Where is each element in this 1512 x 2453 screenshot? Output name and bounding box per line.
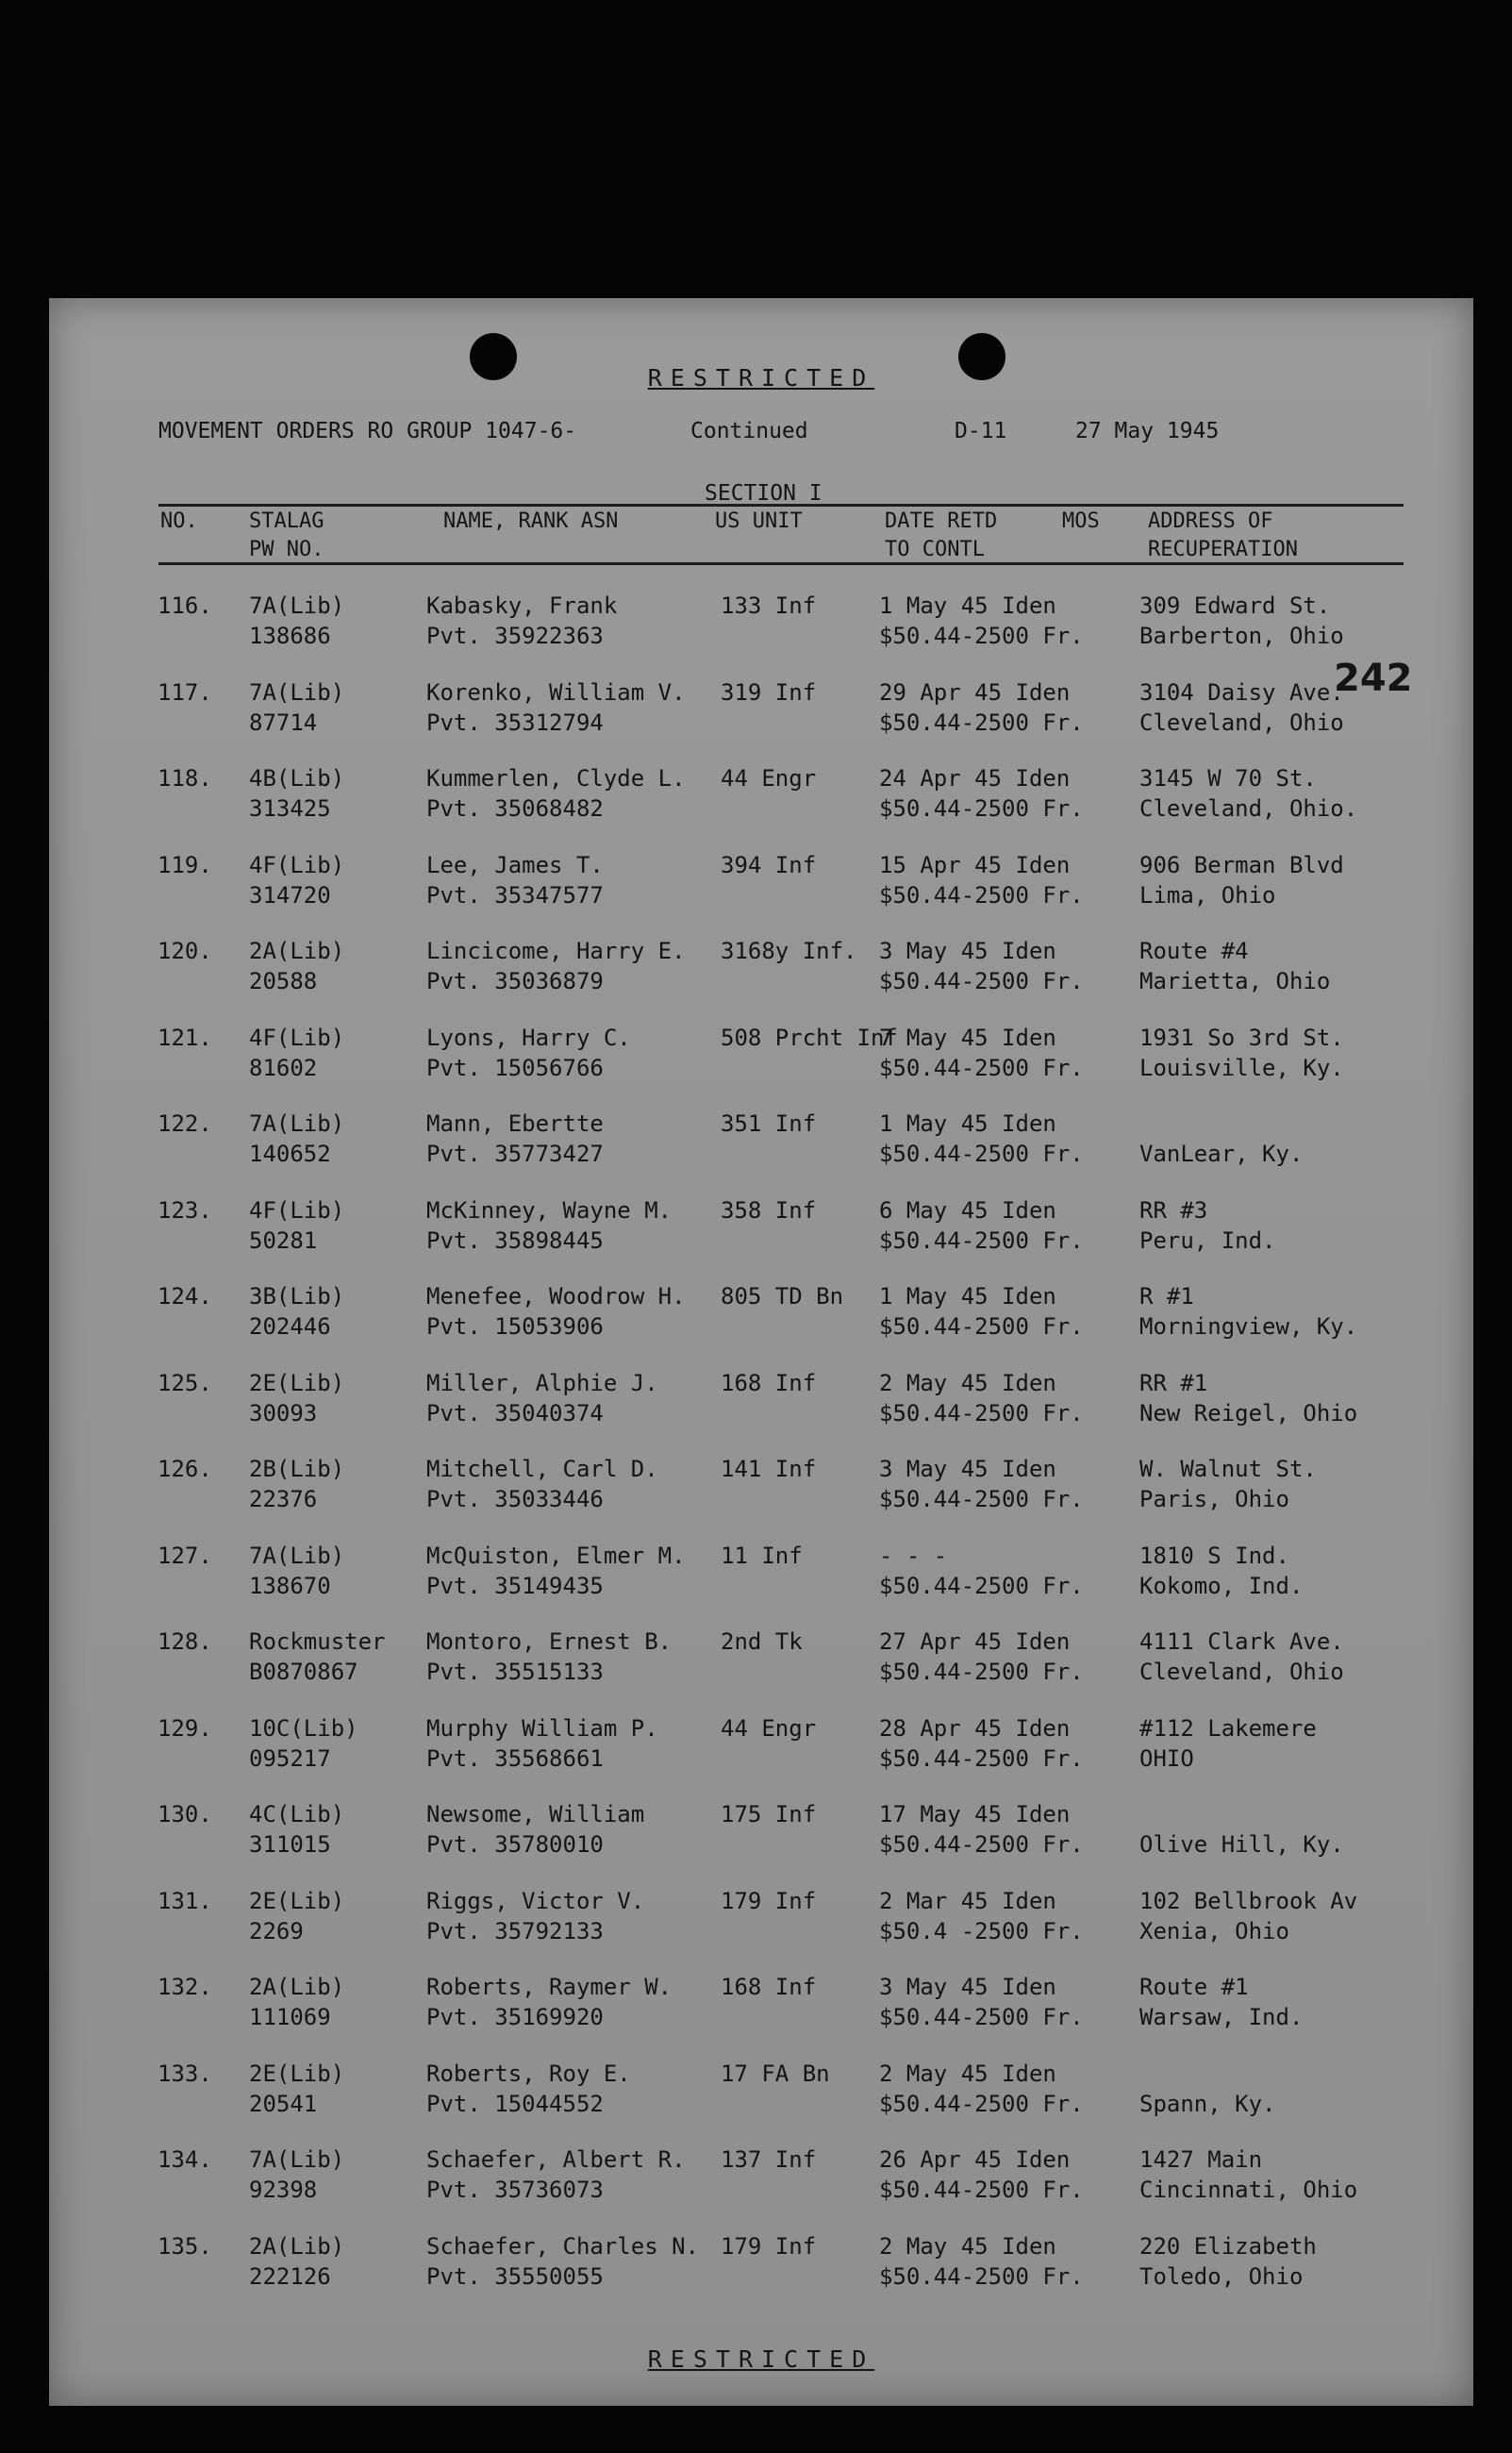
- pw-number: 140652: [249, 1141, 331, 1167]
- stalag: 4C(Lib): [249, 1801, 345, 1827]
- payment: $50.44-2500 Fr.: [879, 1744, 1084, 1772]
- entry-number: 132.: [158, 1974, 212, 2000]
- soldier-name: Miller, Alphie J.: [426, 1369, 658, 1396]
- address-line-2: Cleveland, Ohio: [1139, 709, 1344, 736]
- rank-serial: Pvt. 35922363: [426, 623, 604, 649]
- address-line-2: New Reigel, Ohio: [1139, 1399, 1358, 1427]
- roster-entry: [49, 1368, 1473, 1443]
- continued-label: Continued: [690, 419, 808, 443]
- address-line-2: OHIO: [1139, 1744, 1194, 1772]
- payment: $50.44-2500 Fr.: [879, 2262, 1084, 2290]
- roster-entry: [49, 1023, 1473, 1098]
- pw-number: 202446: [249, 1313, 331, 1340]
- stalag: 7A(Lib): [249, 1542, 345, 1569]
- roster-entry: [49, 591, 1473, 666]
- us-unit: 133 Inf: [721, 592, 817, 619]
- address-line-2: Kokomo, Ind.: [1139, 1572, 1304, 1599]
- entry-number: 131.: [158, 1887, 212, 1914]
- stalag: 10C(Lib): [249, 1714, 358, 1742]
- stalag: 7A(Lib): [249, 1110, 345, 1137]
- address-line-1: 1931 So 3rd St.: [1139, 1024, 1344, 1051]
- date-returned: - - -: [879, 1542, 948, 1569]
- address-line-2: Warsaw, Ind.: [1139, 2004, 1304, 2030]
- rank-serial: Pvt. 35312794: [426, 709, 604, 736]
- stalag: 2B(Lib): [249, 1456, 345, 1482]
- pw-number: 111069: [249, 2004, 331, 2030]
- roster-entry: [49, 2144, 1473, 2220]
- address-line-2: Paris, Ohio: [1139, 1486, 1289, 1512]
- soldier-name: Schaefer, Albert R.: [426, 2146, 686, 2173]
- us-unit: 805 TD Bn: [721, 1283, 844, 1310]
- soldier-name: McKinney, Wayne M.: [426, 1196, 673, 1224]
- address-line-1: 220 Elizabeth: [1139, 2232, 1317, 2260]
- address-line-1: W. Walnut St.: [1139, 1456, 1317, 1482]
- page-number: 242: [1334, 657, 1413, 700]
- us-unit: 179 Inf: [721, 1887, 817, 1914]
- payment: $50.44-2500 Fr.: [879, 1313, 1084, 1340]
- pw-number: 92398: [249, 2177, 318, 2203]
- stalag: 2E(Lib): [249, 2060, 345, 2087]
- roster-entry: [49, 763, 1473, 839]
- roster-entry: [49, 2059, 1473, 2134]
- date-returned: 1 May 45 Iden: [879, 592, 1056, 619]
- address-line-2: Xenia, Ohio: [1139, 1917, 1289, 1944]
- pw-number: 22376: [249, 1486, 318, 1512]
- date-returned: 17 May 45 Iden: [879, 1801, 1071, 1827]
- payment: $50.44-2500 Fr.: [879, 1226, 1084, 1254]
- date-returned: 27 Apr 45 Iden: [879, 1628, 1071, 1655]
- rank-serial: Pvt. 15044552: [426, 2090, 604, 2117]
- rank-serial: Pvt. 35773427: [426, 1141, 604, 1167]
- date-returned: 2 Mar 45 Iden: [879, 1887, 1056, 1914]
- address-line-2: Cleveland, Ohio: [1139, 1659, 1344, 1685]
- payment: $50.4 -2500 Fr.: [879, 1917, 1084, 1944]
- roster-entry: [49, 1627, 1473, 1702]
- pw-number: 095217: [249, 1744, 331, 1772]
- rank-serial: Pvt. 15056766: [426, 1054, 604, 1081]
- payment: $50.44-2500 Fr.: [879, 1659, 1084, 1685]
- address-line-1: 1427 Main: [1139, 2146, 1263, 2173]
- payment: $50.44-2500 Fr.: [879, 1572, 1084, 1599]
- document-number: D-11: [955, 419, 1007, 443]
- payment: $50.44-2500 Fr.: [879, 623, 1084, 649]
- address-line-2: Olive Hill, Ky.: [1139, 1831, 1344, 1858]
- payment: $50.44-2500 Fr.: [879, 1141, 1084, 1167]
- col-header-mos: MOS: [1062, 509, 1100, 533]
- date-returned: 28 Apr 45 Iden: [879, 1714, 1071, 1742]
- entry-number: 128.: [158, 1628, 212, 1655]
- soldier-name: Korenko, William V.: [426, 678, 686, 706]
- col-header-no: NO.: [160, 509, 198, 533]
- address-line-1: 4111 Clark Ave.: [1139, 1628, 1344, 1655]
- pw-number: 138686: [249, 623, 331, 649]
- address-line-1: R #1: [1139, 1283, 1194, 1310]
- address-line-1: RR #1: [1139, 1369, 1208, 1396]
- roster-entry: [49, 1886, 1473, 1961]
- address-line-2: Barberton, Ohio: [1139, 623, 1344, 649]
- header-rule-bottom: [158, 562, 1404, 565]
- pw-number: 87714: [249, 709, 318, 736]
- roster-entry: [49, 1109, 1473, 1184]
- stalag: 4B(Lib): [249, 765, 345, 792]
- payment: $50.44-2500 Fr.: [879, 1054, 1084, 1081]
- address-line-1: 3145 W 70 St.: [1139, 765, 1317, 792]
- payment: $50.44-2500 Fr.: [879, 1486, 1084, 1512]
- entry-number: 127.: [158, 1542, 212, 1569]
- soldier-name: Montoro, Ernest B.: [426, 1628, 673, 1655]
- roster-entry: [49, 850, 1473, 926]
- us-unit: 394 Inf: [721, 851, 817, 878]
- rank-serial: Pvt. 35149435: [426, 1572, 604, 1599]
- soldier-name: Schaefer, Charles N.: [426, 2232, 699, 2260]
- stalag: 2E(Lib): [249, 1887, 345, 1914]
- restricted-header: RESTRICTED: [647, 364, 875, 392]
- soldier-name: Newsome, William: [426, 1801, 645, 1827]
- address-line-2: Lima, Ohio: [1139, 881, 1276, 909]
- address-line-1: 102 Bellbrook Av: [1139, 1887, 1358, 1914]
- roster-entry: [49, 1195, 1473, 1271]
- pw-number: 50281: [249, 1226, 318, 1254]
- address-line-1: 1810 S Ind.: [1139, 1542, 1289, 1569]
- payment: $50.44-2500 Fr.: [879, 1831, 1084, 1858]
- us-unit: 175 Inf: [721, 1801, 817, 1827]
- address-line-1: Route #4: [1139, 938, 1249, 964]
- address-line-2: Cleveland, Ohio.: [1139, 795, 1358, 822]
- payment: $50.44-2500 Fr.: [879, 1399, 1084, 1427]
- stalag: Rockmuster: [249, 1628, 386, 1655]
- pw-number: 138670: [249, 1572, 331, 1599]
- rank-serial: Pvt. 35568661: [426, 1744, 604, 1772]
- address-line-1: 906 Berman Blvd: [1139, 851, 1344, 878]
- payment: $50.44-2500 Fr.: [879, 795, 1084, 822]
- rank-serial: Pvt. 35347577: [426, 881, 604, 909]
- rank-serial: Pvt. 35515133: [426, 1659, 604, 1685]
- date-returned: 6 May 45 Iden: [879, 1196, 1056, 1224]
- roster-entry: [49, 1454, 1473, 1529]
- us-unit: 508 Prcht Inf: [721, 1024, 898, 1051]
- col-header-date: DATE RETD TO CONTL: [885, 509, 998, 561]
- address-line-1: 309 Edward St.: [1139, 592, 1331, 619]
- us-unit: 44 Engr: [721, 765, 817, 792]
- date-returned: 26 Apr 45 Iden: [879, 2146, 1071, 2173]
- entry-number: 122.: [158, 1110, 212, 1137]
- rank-serial: Pvt. 35550055: [426, 2262, 604, 2290]
- soldier-name: Kabasky, Frank: [426, 592, 618, 619]
- payment: $50.44-2500 Fr.: [879, 2177, 1084, 2203]
- us-unit: 137 Inf: [721, 2146, 817, 2173]
- rank-serial: Pvt. 35898445: [426, 1226, 604, 1254]
- us-unit: 319 Inf: [721, 678, 817, 706]
- roster-entry: [49, 1281, 1473, 1357]
- entry-number: 119.: [158, 851, 212, 878]
- rank-serial: Pvt. 35736073: [426, 2177, 604, 2203]
- address-line-1: RR #3: [1139, 1196, 1208, 1224]
- entry-number: 120.: [158, 938, 212, 964]
- us-unit: 17 FA Bn: [721, 2060, 830, 2087]
- stalag: 2E(Lib): [249, 1369, 345, 1396]
- date-returned: 24 Apr 45 Iden: [879, 765, 1071, 792]
- date-returned: 3 May 45 Iden: [879, 1974, 1056, 2000]
- entry-number: 118.: [158, 765, 212, 792]
- date-returned: 2 May 45 Iden: [879, 1369, 1056, 1396]
- col-header-stalag: STALAG PW NO.: [249, 509, 324, 561]
- us-unit: 11 Inf: [721, 1542, 803, 1569]
- col-header-name: NAME, RANK ASN: [443, 509, 619, 533]
- orders-title: MOVEMENT ORDERS RO GROUP 1047-6-: [158, 419, 577, 443]
- stalag: 7A(Lib): [249, 678, 345, 706]
- us-unit: 44 Engr: [721, 1714, 817, 1742]
- payment: $50.44-2500 Fr.: [879, 709, 1084, 736]
- stalag: 2A(Lib): [249, 938, 345, 964]
- stalag: 4F(Lib): [249, 1024, 345, 1051]
- stalag: 4F(Lib): [249, 1196, 345, 1224]
- date-returned: 2 May 45 Iden: [879, 2232, 1056, 2260]
- date-returned: 15 Apr 45 Iden: [879, 851, 1071, 878]
- pw-number: 81602: [249, 1054, 318, 1081]
- date-returned: 3 May 45 Iden: [879, 1456, 1056, 1482]
- soldier-name: Roberts, Raymer W.: [426, 1974, 673, 2000]
- address-line-2: Peru, Ind.: [1139, 1226, 1276, 1254]
- soldier-name: Roberts, Roy E.: [426, 2060, 631, 2087]
- pw-number: 314720: [249, 881, 331, 909]
- us-unit: 179 Inf: [721, 2232, 817, 2260]
- address-line-2: Toledo, Ohio: [1139, 2262, 1304, 2290]
- roster-entry: [49, 1541, 1473, 1616]
- section-label: SECTION I: [705, 481, 822, 506]
- entry-number: 125.: [158, 1369, 212, 1396]
- roster-entry: [49, 677, 1473, 753]
- us-unit: 141 Inf: [721, 1456, 817, 1482]
- date-returned: 7 May 45 Iden: [879, 1024, 1056, 1051]
- pw-number: 222126: [249, 2262, 331, 2290]
- document-page: [49, 298, 1473, 2406]
- payment: $50.44-2500 Fr.: [879, 2004, 1084, 2030]
- soldier-name: Menefee, Woodrow H.: [426, 1283, 686, 1310]
- header-rule-top: [158, 504, 1404, 507]
- entry-number: 133.: [158, 2060, 212, 2087]
- date-returned: 29 Apr 45 Iden: [879, 678, 1071, 706]
- pw-number: 2269: [249, 1917, 304, 1944]
- address-line-1: Route #1: [1139, 1974, 1249, 2000]
- soldier-name: Murphy William P.: [426, 1714, 658, 1742]
- date-returned: 2 May 45 Iden: [879, 2060, 1056, 2087]
- pw-number: 313425: [249, 795, 331, 822]
- stalag: 2A(Lib): [249, 2232, 345, 2260]
- col-header-unit: US UNIT: [715, 509, 803, 533]
- address-line-1: #112 Lakemere: [1139, 1714, 1317, 1742]
- entry-number: 135.: [158, 2232, 212, 2260]
- document-date: 27 May 1945: [1075, 419, 1220, 443]
- address-line-2: Marietta, Ohio: [1139, 968, 1331, 994]
- rank-serial: Pvt. 35068482: [426, 795, 604, 822]
- entry-number: 134.: [158, 2146, 212, 2173]
- payment: $50.44-2500 Fr.: [879, 881, 1084, 909]
- us-unit: 351 Inf: [721, 1110, 817, 1137]
- pw-number: 30093: [249, 1399, 318, 1427]
- us-unit: 168 Inf: [721, 1974, 817, 2000]
- pw-number: 311015: [249, 1831, 331, 1858]
- entry-number: 117.: [158, 678, 212, 706]
- rank-serial: Pvt. 35036879: [426, 968, 604, 994]
- pw-number: 20541: [249, 2090, 318, 2117]
- roster-entry: [49, 1799, 1473, 1875]
- date-returned: 1 May 45 Iden: [879, 1110, 1056, 1137]
- soldier-name: Lee, James T.: [426, 851, 604, 878]
- us-unit: 3168y Inf.: [721, 938, 857, 964]
- stalag: 4F(Lib): [249, 851, 345, 878]
- entry-number: 124.: [158, 1283, 212, 1310]
- soldier-name: Mitchell, Carl D.: [426, 1456, 658, 1482]
- soldier-name: Riggs, Victor V.: [426, 1887, 645, 1914]
- stalag: 3B(Lib): [249, 1283, 345, 1310]
- entry-number: 130.: [158, 1801, 212, 1827]
- date-returned: 1 May 45 Iden: [879, 1283, 1056, 1310]
- rank-serial: Pvt. 35033446: [426, 1486, 604, 1512]
- roster-entry: [49, 2231, 1473, 2307]
- rank-serial: Pvt. 35040374: [426, 1399, 604, 1427]
- roster-entry: [49, 1972, 1473, 2047]
- stalag: 7A(Lib): [249, 2146, 345, 2173]
- entry-number: 123.: [158, 1196, 212, 1224]
- roster-entry: [49, 936, 1473, 1011]
- rank-serial: Pvt. 35780010: [426, 1831, 604, 1858]
- us-unit: 168 Inf: [721, 1369, 817, 1396]
- entry-number: 126.: [158, 1456, 212, 1482]
- soldier-name: Mann, Ebertte: [426, 1110, 604, 1137]
- payment: $50.44-2500 Fr.: [879, 2090, 1084, 2117]
- address-line-2: Louisville, Ky.: [1139, 1054, 1344, 1081]
- soldier-name: McQuiston, Elmer M.: [426, 1542, 686, 1569]
- entry-number: 129.: [158, 1714, 212, 1742]
- col-header-address: ADDRESS OF RECUPERATION: [1148, 509, 1298, 561]
- rank-serial: Pvt. 35169920: [426, 2004, 604, 2030]
- address-line-1: 3104 Daisy Ave.: [1139, 678, 1344, 706]
- restricted-footer: RESTRICTED: [647, 2345, 875, 2373]
- entry-number: 121.: [158, 1024, 212, 1051]
- payment: $50.44-2500 Fr.: [879, 968, 1084, 994]
- entry-number: 116.: [158, 592, 212, 619]
- roster-entry: [49, 1713, 1473, 1789]
- soldier-name: Lyons, Harry C.: [426, 1024, 631, 1051]
- stalag: 2A(Lib): [249, 1974, 345, 2000]
- address-line-2: Spann, Ky.: [1139, 2090, 1276, 2117]
- date-returned: 3 May 45 Iden: [879, 938, 1056, 964]
- address-line-2: Morningview, Ky.: [1139, 1313, 1358, 1340]
- address-line-2: Cincinnati, Ohio: [1139, 2177, 1358, 2203]
- address-line-2: VanLear, Ky.: [1139, 1141, 1304, 1167]
- soldier-name: Lincicome, Harry E.: [426, 938, 686, 964]
- us-unit: 358 Inf: [721, 1196, 817, 1224]
- pw-number: B0870867: [249, 1659, 358, 1685]
- rank-serial: Pvt. 35792133: [426, 1917, 604, 1944]
- us-unit: 2nd Tk: [721, 1628, 803, 1655]
- pw-number: 20588: [249, 968, 318, 994]
- soldier-name: Kummerlen, Clyde L.: [426, 765, 686, 792]
- stalag: 7A(Lib): [249, 592, 345, 619]
- rank-serial: Pvt. 15053906: [426, 1313, 604, 1340]
